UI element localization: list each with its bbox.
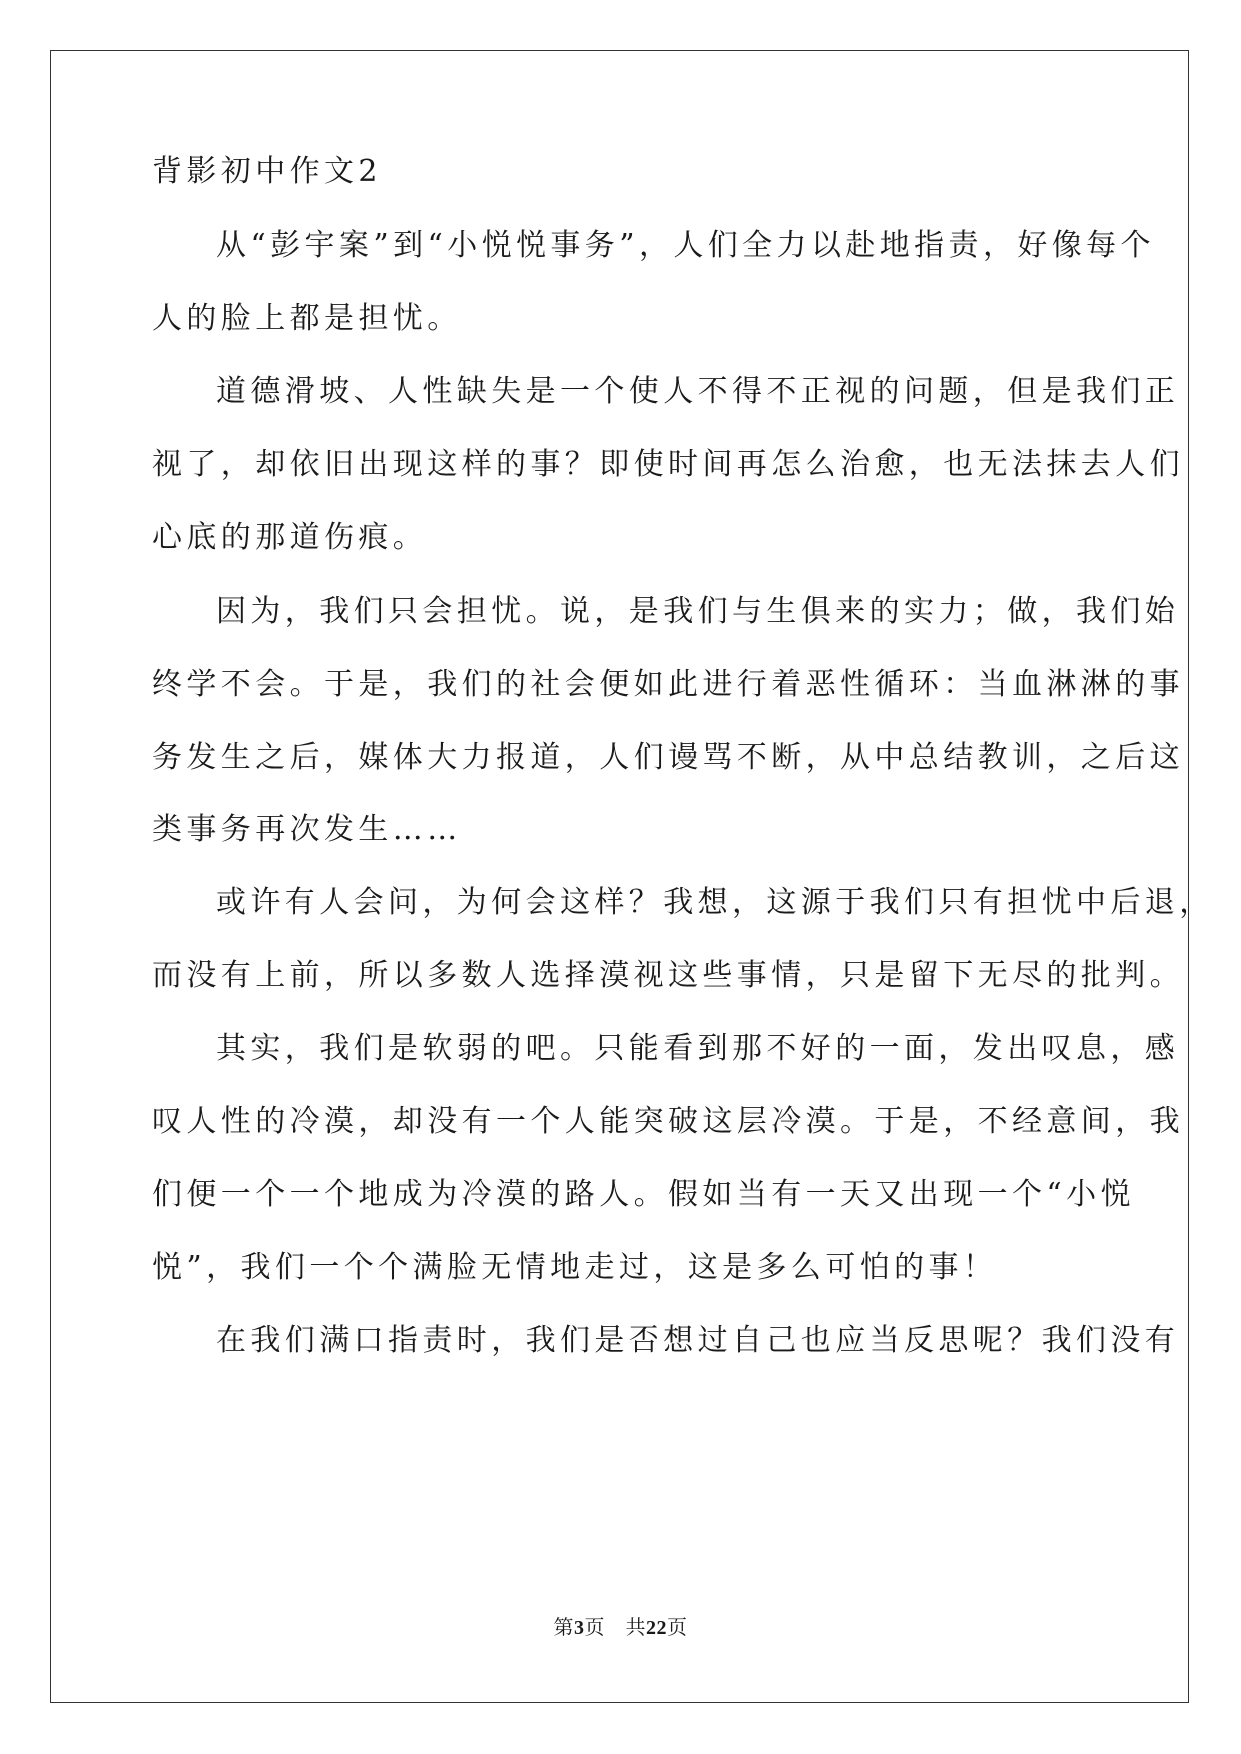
document-title: 背影初中作文2 [152,154,382,189]
paragraph-3-line-3: 务发生之后，媒体大力报道，人们谩骂不断，从中总结教训，之后这 [152,740,1184,775]
page-border [50,50,1189,1703]
footer-page-mid: 页 共 [584,1615,646,1639]
paragraph-3-line-4: 类事务再次发生…… [152,812,462,847]
paragraph-5-line-3: 们便一个一个地成为冷漠的路人。假如当有一天又出现一个“小悦 [152,1177,1135,1212]
paragraph-3-line-1: 因为，我们只会担忧。说，是我们与生俱来的实力；做，我们始 [216,594,1180,629]
footer-page-suffix: 页 [667,1615,688,1639]
paragraph-5-line-4: 悦”，我们一个个满脸无情地走过，这是多么可怕的事！ [152,1250,998,1285]
paragraph-5-line-1: 其实，我们是软弱的吧。只能看到那不好的一面，发出叹息，感 [216,1031,1180,1066]
paragraph-2-line-1: 道德滑坡、人性缺失是一个使人不得不正视的问题，但是我们正 [216,374,1180,409]
paragraph-2-line-2: 视了，却依旧出现这样的事？即使时间再怎么治愈，也无法抹去人们 [152,447,1184,482]
paragraph-6-line-1: 在我们满口指责时，我们是否想过自己也应当反思呢？我们没有 [216,1323,1180,1358]
paragraph-4-line-1: 或许有人会问，为何会这样？我想，这源于我们只有担忧中后退， [216,885,1214,920]
footer-page-total: 22 [646,1617,667,1639]
paragraph-3-line-2: 终学不会。于是，我们的社会便如此进行着恶性循环：当血淋淋的事 [152,667,1184,702]
page-footer [0,1615,1241,1640]
footer-page-prefix: 第 [553,1615,574,1639]
paragraph-4-line-2: 而没有上前，所以多数人选择漠视这些事情，只是留下无尽的批判。 [152,958,1184,993]
paragraph-1-line-2: 人的脸上都是担忧。 [152,301,462,336]
footer-page-current: 3 [574,1617,585,1639]
paragraph-2-line-3: 心底的那道伤痕。 [152,520,428,555]
paragraph-5-line-2: 叹人性的冷漠，却没有一个人能突破这层冷漠。于是，不经意间，我 [152,1104,1184,1139]
paragraph-1-line-1: 从“彭宇案”到“小悦悦事务”，人们全力以赴地指责，好像每个 [216,228,1155,263]
